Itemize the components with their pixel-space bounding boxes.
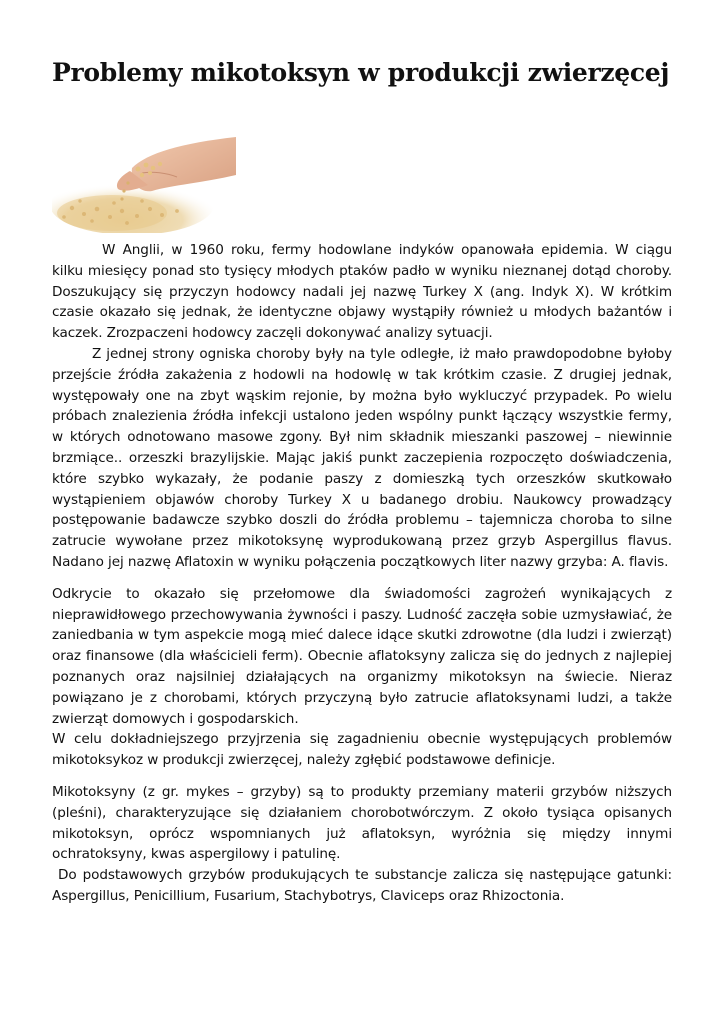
article-body: [52, 240, 672, 907]
paragraph-4: W celu dokładniejszego przyjrzenia się zagadnieniu obecnie występujących problemów mikotoksykoz w produkcji zwierzęcej, należy zgłębić podstawowe definicje.: [52, 731, 672, 769]
paragraph-3: Odkrycie to okazało się przełomowe dla świadomości zagrożeń wynikających z nieprawidłowego przechowywania żywności i paszy. Ludność zaczęła sobie uzmysławiać, że zaniedbania w tym aspekcie mogą mieć dalece idące skutki zdrowotne (dla ludzi i zwierząt) oraz finansowe (dla właścicieli ferm). Obecnie aflatoksyny zalicza się do jednych z najlepiej poznanych oraz najsilniej działających na organizmy mikotoksyn na świecie. Nieraz powiązano je z chorobami, których przyczyną było zatrucie aflatoksynami ludzi, a także zwierząt domowych i gospodarskich.: [52, 585, 672, 727]
page-title: Problemy mikotoksyn w produkcji zwierzęcej: [52, 58, 670, 87]
paragraph-6: Do podstawowych grzybów produkujących te substancje zalicza się następujące gatunki: Aspergillus, Penicillium, Fusarium, Stachybotrys, Claviceps oraz Rhizoctonia.: [52, 867, 672, 904]
paragraph-5: Mikotoksyny (z gr. mykes – grzyby) są to produkty przemiany materii grzybów niższych (pleśni), charakteryzujące się działaniem chorobotwórczym. Z około tysiąca opisanych mikotoksyn, oprócz wspomnianych już aflatoksyn, wyróżnia się między innymi ochratoksyny, kwas aspergilowy i patulinę.: [52, 783, 672, 863]
grain-hand-photo: [52, 113, 236, 233]
paragraph-2: Z jednej strony ogniska choroby były na tyle odległe, iż mało prawdopodobne byłoby przejście źródła zakażenia z hodowli na hodowlę w tak krótkim czasie. Z drugiej jednak, występowały one na zbyt wąskim rejonie, by można było wykluczyć przypadek. Po wielu próbach znalezienia źródła infekcji ustalono jeden wspólny punkt łączący wszystkie fermy, w których odnotowano masowe zgony. Był nim składnik mieszanki paszowej – niewinnie brzmiące.. orzeszki brazylijskie. Mając jakiś punkt zaczepienia rozpoczęto doświadczenia, które szybko wykazały, że podanie paszy z domieszką tych orzeszków skutkowało wystąpieniem objawów choroby Turkey X u badanego drobiu. Naukowcy prowadzący postępowanie badawcze szybko doszli do źródła problemu – tajemnicza choroba to silne zatrucie wywołane przez mikotoksynę wyprodukowaną przez grzyb Aspergillus flavus. Nadano jej nazwę Aflatoxin w wyniku połączenia początkowych liter nazwy grzyba: A. flavis.: [52, 345, 672, 570]
paragraph-1: W Anglii, w 1960 roku, fermy hodowlane indyków opanowała epidemia. W ciągu kilku miesięcy ponad sto tysięcy młodych ptaków padło w wyniku nieznanej dotąd choroby. Doszukujący się przyczyn hodowcy nadali jej nazwę Turkey X (ang. Indyk X). W krótkim czasie okazało się jednak, że identyczne objawy wystąpiły również u młodych bażantów i kaczek. Zrozpaczeni hodowcy zaczęli dokonywać analizy sytuacji.: [52, 242, 672, 342]
